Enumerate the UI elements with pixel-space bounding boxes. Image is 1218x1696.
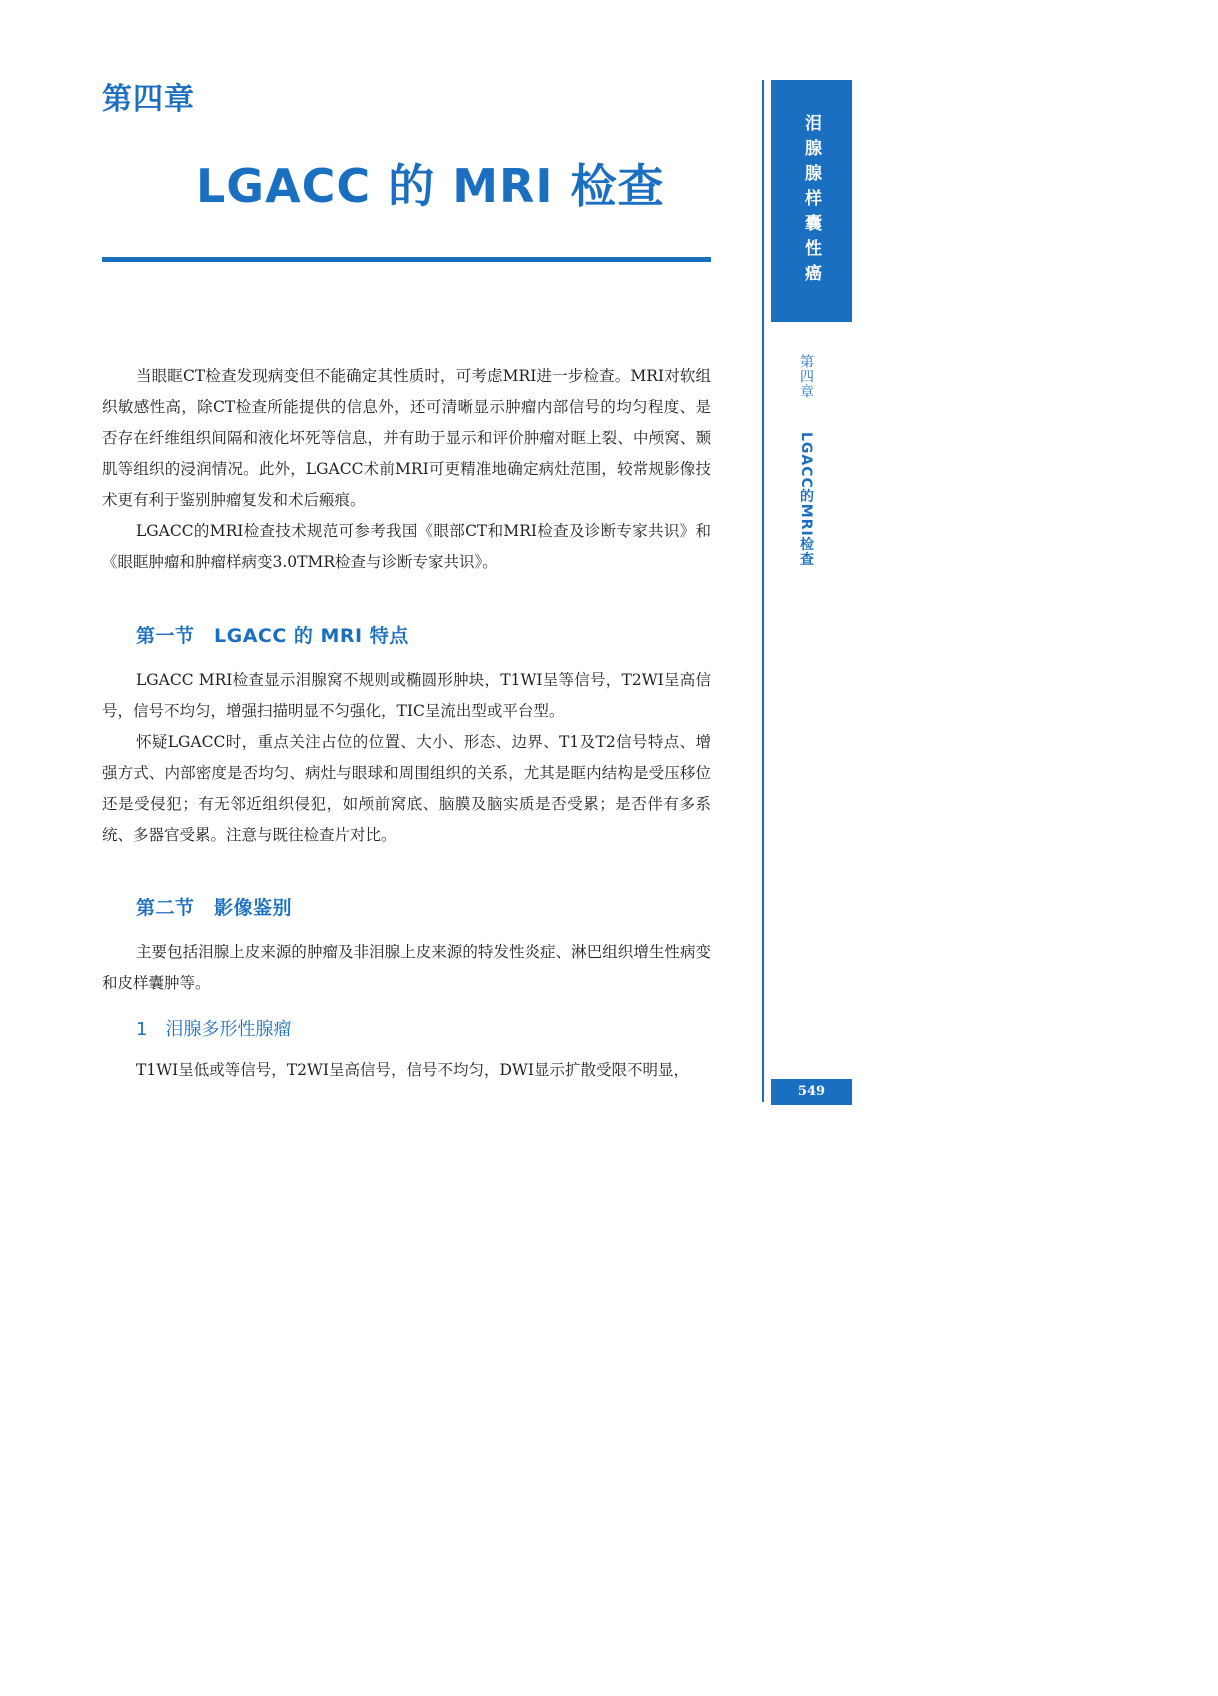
subsection-1-text: [102, 1055, 711, 1086]
section-1-heading: 第一节 LGACC 的 MRI 特点: [136, 625, 409, 647]
chapter-label: 第四章: [102, 82, 195, 117]
intro-text: [102, 361, 711, 578]
running-chapter-header: [794, 354, 818, 567]
intro-paragraph-1: 当眼眶CT检查发现病变但不能确定其性质时，可考虑MRI进一步检查。MRI对软组织敏感性高，除CT检查所能提供的信息外，还可清晰显示肿瘤内部信号的均匀程度、是否存在纤维组织间隔和液化坏死等信息，并有助于显示和评价肿瘤对眶上裂、中颅窝、颞肌等组织的浸润情况。此外，LGACC术前MRI可更精准地确定病灶范围，较常规影像技术更有利于鉴别肿瘤复发和术后瘢痕。: [102, 367, 711, 509]
page-number: 549: [771, 1079, 852, 1105]
running-chapter-label: 第四章: [798, 354, 814, 399]
section-2-text: [102, 937, 711, 999]
section-1-text: [102, 665, 711, 851]
margin-rule: [762, 80, 764, 1102]
section-2-paragraph-1: 主要包括泪腺上皮来源的肿瘤及非泪腺上皮来源的特发性炎症、淋巴组织增生性病变和皮样囊肿等。: [102, 943, 711, 992]
running-chapter-title: LGACC的MRI检查: [798, 432, 814, 567]
title-divider: [102, 257, 711, 262]
subsection-1-heading: 1 泪腺多形性腺瘤: [136, 1019, 292, 1040]
intro-paragraph-2: LGACC的MRI检查技术规范可参考我国《眼部CT和MRI检查及诊断专家共识》和《眼眶肿瘤和肿瘤样病变3.0TMR检查与诊断专家共识》。: [102, 522, 711, 571]
chapter-title: LGACC 的 MRI 检查: [196, 159, 665, 213]
section-1-paragraph-1: LGACC MRI检查显示泪腺窝不规则或椭圆形肿块，T1WI呈等信号，T2WI呈高信号，信号不均匀，增强扫描明显不匀强化，TIC呈流出型或平台型。: [102, 671, 711, 720]
section-2-heading: 第二节 影像鉴别: [136, 897, 293, 919]
section-1-paragraph-2: 怀疑LGACC时，重点关注占位的位置、大小、形态、边界、T1及T2信号特点、增强方式、内部密度是否均匀、病灶与眼球和周围组织的关系，尤其是眶内结构是受压移位还是受侵犯；有无邻近组织侵犯，如颅前窝底、脑膜及脑实质是否受累；是否伴有多系统、多器官受累。注意与既往检查片对比。: [102, 733, 711, 844]
book-title-tab: 泪腺腺样囊性癌: [771, 80, 852, 322]
subsection-1-paragraph-1: T1WI呈低或等信号，T2WI呈高信号，信号不均匀，DWI显示扩散受限不明显，: [136, 1061, 689, 1079]
